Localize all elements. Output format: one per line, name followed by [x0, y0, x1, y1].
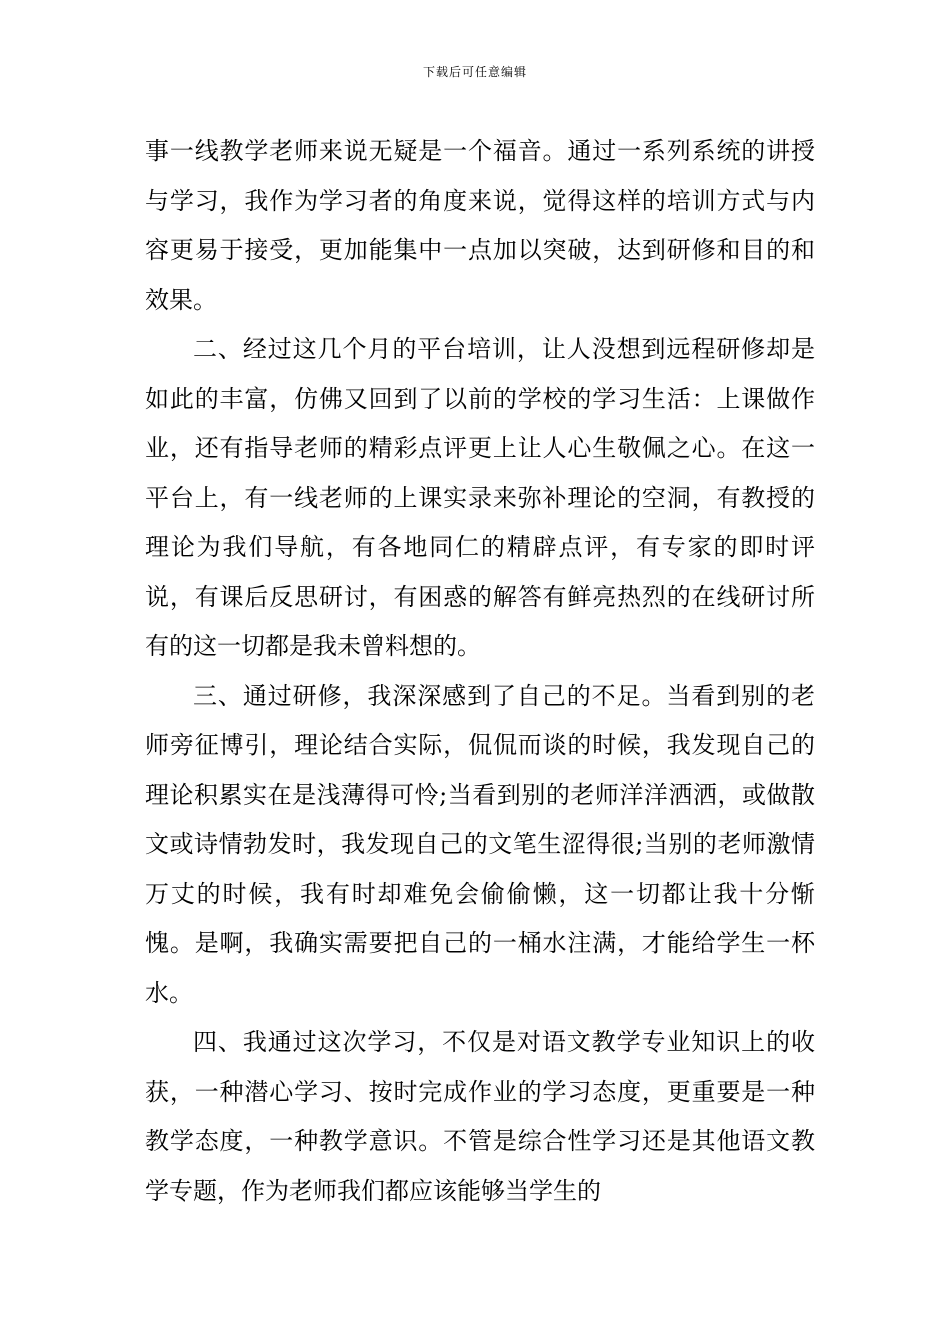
- paragraph-point-two: 二、经过这几个月的平台培训，让人没想到远程研修却是如此的丰富，仿佛又回到了以前的学校的学习生活：上课做作业，还有指导老师的精彩点评更上让人心生敬佩之心。在这一平台上，有一线老师的上课实录来弥补理论的空洞，有教授的理论为我们导航，有各地同仁的精辟点评，有专家的即时评说，有课后反思研讨，有困惑的解答有鲜亮热烈的在线研讨所有的这一切都是我未曾料想的。: [145, 335, 815, 660]
- paragraph-point-three: 三、通过研修，我深深感到了自己的不足。当看到别的老师旁征博引，理论结合实际，侃侃而谈的时候，我发现自己的理论积累实在是浅薄得可怜;当看到别的老师洋洋洒洒，或做散文或诗情勃发时，我发现自己的文笔生涩得很;当别的老师激情万丈的时候，我有时却难免会偷偷懒，这一切都让我十分惭愧。是啊，我确实需要把自己的一桶水注满，才能给学生一杯水。: [145, 681, 815, 1007]
- page-header: 下载后可任意编辑: [422, 65, 527, 79]
- paragraph-continuation: 事一线教学老师来说无疑是一个福音。通过一系列系统的讲授与学习，我作为学习者的角度来说，觉得这样的培训方式与内容更易于接受，更加能集中一点加以突破，达到研修和目的和效果。: [145, 137, 815, 314]
- document-body: [145, 127, 815, 1216]
- paragraph-point-four: 四、我通过这次学习，不仅是对语文教学专业知识上的收获，一种潜心学习、按时完成作业的学习态度，更重要是一种教学态度，一种教学意识。不管是综合性学习还是其他语文教学专题，作为老师我们都应该能够当学生的: [145, 1028, 815, 1205]
